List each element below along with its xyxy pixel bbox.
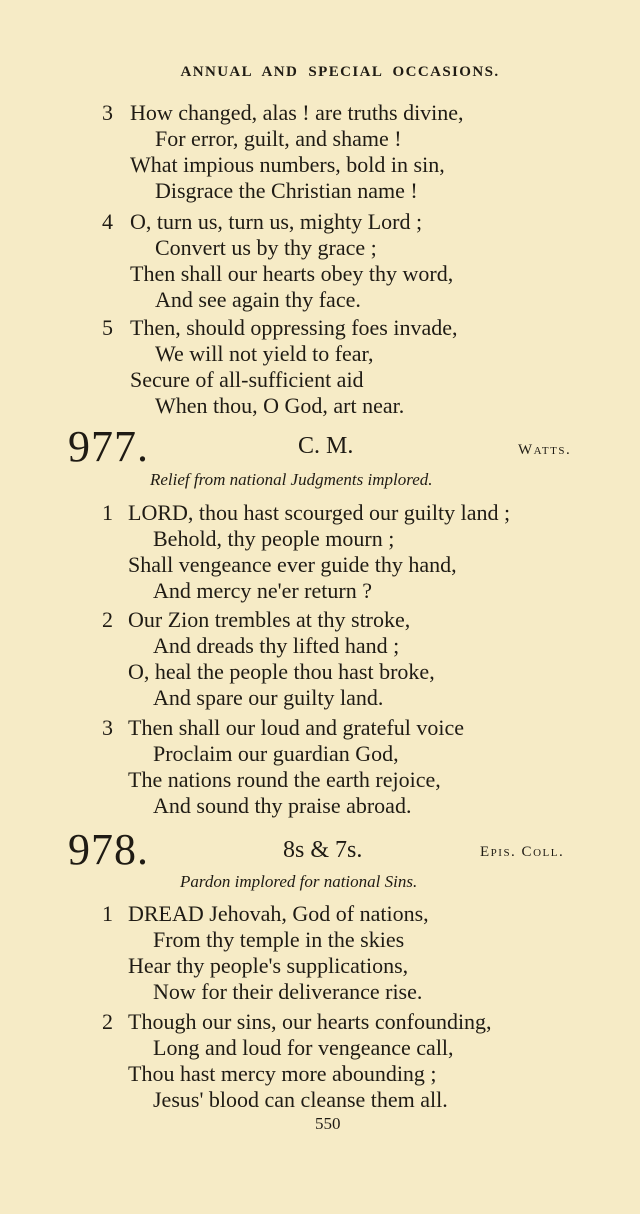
page-number: 550 <box>315 1114 341 1133</box>
verse-line: Disgrace the Christian name ! <box>155 178 418 203</box>
verse-line: For error, guilt, and shame ! <box>155 126 402 151</box>
stanza-number: 1 <box>102 500 113 525</box>
verse-line: Secure of all-sufficient aid <box>130 367 364 392</box>
stanza-number: 3 <box>102 100 113 125</box>
verse-line: Then shall our hearts obey thy word, <box>130 261 454 286</box>
verse-line: And see again thy face. <box>155 287 361 312</box>
stanza-number: 1 <box>102 901 113 926</box>
verse-line: Our Zion trembles at thy stroke, <box>128 607 411 632</box>
hymn-author: Epis. Coll. <box>480 844 565 860</box>
hymn-subtitle: Relief from national Judgments implored. <box>150 470 433 489</box>
verse-line: Thou hast mercy more abounding ; <box>128 1061 437 1086</box>
verse-line: How changed, alas ! are truths divine, <box>130 100 464 125</box>
verse-line: And mercy ne'er return ? <box>153 578 372 603</box>
verse-line: From thy temple in the skies <box>153 927 405 952</box>
running-header: ANNUAL AND SPECIAL OCCASIONS. <box>180 64 500 80</box>
verse-line: DREAD Jehovah, God of nations, <box>128 901 429 926</box>
hymn-number: 978. <box>68 825 149 874</box>
stanza-number: 2 <box>102 1009 113 1034</box>
verse-line: Though our sins, our hearts confounding, <box>128 1009 492 1034</box>
verse-line: When thou, O God, art near. <box>155 393 405 418</box>
verse-line: Then shall our loud and grateful voice <box>128 715 465 740</box>
hymn-author: Watts. <box>518 442 572 458</box>
verse-line: Now for their deliverance rise. <box>153 979 423 1004</box>
verse-line: Hear thy people's supplications, <box>128 953 409 978</box>
stanza-number: 4 <box>102 209 113 234</box>
verse-line: Convert us by thy grace ; <box>155 235 377 260</box>
verse-line: What impious numbers, bold in sin, <box>130 152 445 177</box>
verse-line: The nations round the earth rejoice, <box>128 767 441 792</box>
verse-line: Jesus' blood can cleanse them all. <box>153 1087 448 1112</box>
verse-line: We will not yield to fear, <box>155 341 374 366</box>
verse-line: And spare our guilty land. <box>153 685 384 710</box>
stanza-number: 3 <box>102 715 113 740</box>
stanza-number: 5 <box>102 315 113 340</box>
verse-line: Then, should oppressing foes invade, <box>130 315 458 340</box>
verse-line: Shall vengeance ever guide thy hand, <box>128 552 457 577</box>
hymn-number: 977. <box>68 422 149 471</box>
stanza-number: 2 <box>102 607 113 632</box>
verse-line: LORD, thou hast scourged our guilty land ; <box>128 500 511 525</box>
verse-line: O, heal the people thou hast broke, <box>128 659 435 684</box>
hymn-meter: 8s & 7s. <box>283 837 363 863</box>
hymn-subtitle: Pardon implored for national Sins. <box>180 872 418 891</box>
verse-line: Proclaim our guardian God, <box>153 741 399 766</box>
verse-line: O, turn us, turn us, mighty Lord ; <box>130 209 423 234</box>
verse-line: And sound thy praise abroad. <box>153 793 412 818</box>
verse-line: And dreads thy lifted hand ; <box>153 633 400 658</box>
hymn-meter: C. M. <box>298 433 354 459</box>
verse-line: Long and loud for vengeance call, <box>153 1035 454 1060</box>
verse-line: Behold, thy people mourn ; <box>153 526 395 551</box>
